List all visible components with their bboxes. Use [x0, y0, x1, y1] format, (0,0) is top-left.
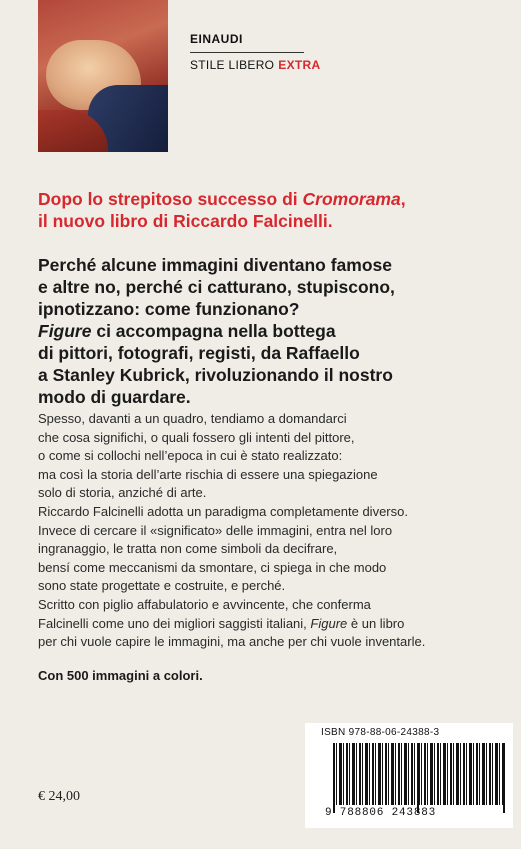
barcode-bars — [333, 743, 505, 805]
cover-painting-detail — [38, 0, 168, 152]
pitch-line: a Stanley Kubrick, rivoluzionando il nostro — [38, 365, 393, 385]
series-name — [190, 58, 320, 72]
pitch-line: modo di guardare. — [38, 387, 191, 407]
lead-line2: il nuovo libro di Riccardo Falcinelli. — [38, 211, 333, 231]
price-label: € 24,00 — [38, 789, 80, 804]
body-line: solo di storia, anziché di arte. — [38, 485, 207, 501]
isbn-text: ISBN 978-88-06-24388-3 — [321, 727, 440, 738]
barcode-digits: 9 788806 243883 — [325, 807, 437, 819]
series-label: STILE LIBERO — [190, 58, 275, 72]
body-line: Riccardo Falcinelli adotta un paradigma completamente diverso. — [38, 503, 408, 519]
lead-line1-end: , — [400, 189, 406, 209]
body-line: Invece di cercare il «significato» delle immagini, entra nel loro — [38, 522, 393, 538]
pitch-line: ci accompagna nella bottega — [91, 321, 336, 341]
body-line — [38, 615, 508, 634]
body-line: bensí come meccanismi da smontare, ci spiega in che modo — [38, 559, 387, 575]
pitch-text — [38, 254, 508, 408]
pitch-line: Perché alcune immagini diventano famose — [38, 255, 392, 275]
body-book-title: Figure — [310, 615, 348, 631]
publisher-name: EINAUDI — [190, 32, 243, 46]
pitch-line: di pittori, fotografi, registi, da Raffaello — [38, 343, 360, 363]
lead-book-title: Cromorama — [302, 189, 401, 209]
pitch-line: e altre no, perché ci catturano, stupiscono, — [38, 277, 395, 297]
publisher-divider — [190, 52, 304, 53]
body-line: o come si collochi nell’epoca in cui è stato realizzato: — [38, 448, 343, 464]
barcode-area — [305, 723, 513, 828]
blurb-body — [38, 410, 508, 652]
body-line: ma così la storia dell’arte rischia di essere una spiegazione — [38, 466, 378, 482]
body-line: per chi vuole capire le immagini, ma anche per chi vuole inventarle. — [38, 634, 426, 650]
body-line: Spesso, davanti a un quadro, tendiamo a domandarci — [38, 411, 347, 426]
barcode-guard-middle — [417, 743, 419, 813]
body-line-part: è un libro — [347, 615, 405, 631]
lead-text — [38, 188, 498, 232]
barcode-guard-right — [503, 743, 505, 813]
body-line-part: Falcinelli come uno dei migliori saggisti italiani, — [38, 615, 311, 631]
pitch-book-title: Figure — [38, 321, 92, 341]
image-count-note: Con 500 immagini a colori. — [38, 668, 203, 683]
body-line: ingranaggio, le tratta non come simboli da decifrare, — [38, 541, 338, 557]
lead-line1: Dopo lo strepitoso successo di — [38, 189, 303, 209]
body-line: sono state progettate e costruite, e perché. — [38, 578, 286, 594]
body-line: che cosa significhi, o quali fossero gli intenti del pittore, — [38, 429, 355, 445]
pitch-line: ipnotizzano: come funzionano? — [38, 299, 300, 319]
body-line: Scritto con piglio affabulatorio e avvincente, che conferma — [38, 596, 371, 612]
series-accent: EXTRA — [278, 58, 321, 72]
publisher-block — [190, 32, 320, 72]
